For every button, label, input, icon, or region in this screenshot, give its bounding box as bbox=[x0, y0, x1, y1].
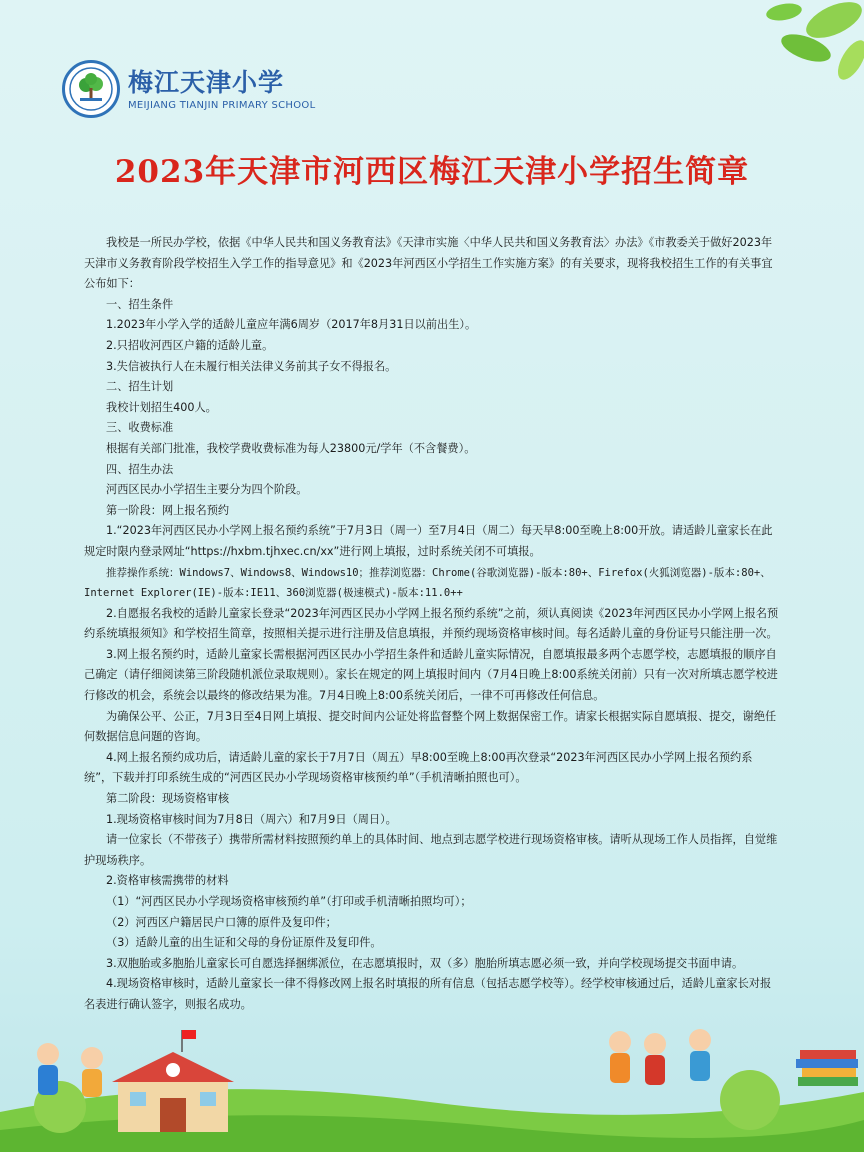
page-title: 2023年天津市河西区梅江天津小学招生简章 bbox=[114, 154, 750, 190]
tree-icon bbox=[68, 66, 114, 112]
paragraph: 我校计划招生400人。 bbox=[106, 400, 217, 414]
school-name-cn: 梅江天津小学 bbox=[128, 67, 285, 97]
paragraph: 2.只招收河西区户籍的适龄儿童。 bbox=[106, 338, 274, 352]
paragraph: （2）河西区户籍居民户口簿的原件及复印件； bbox=[106, 915, 337, 929]
paragraph: 3.双胞胎或多胞胎儿童家长可自愿选择捆绑派位，在志愿填报时，双（多）胞胎所填志愿必须一致，并向学校现场提交书面申请。 bbox=[106, 956, 744, 970]
paragraph: 1.“2023年河西区民办小学网上报名预约系统”于7月3日（周一）至7月4日（周二）每天早8:00至晚上8:00开放。请适龄儿童家长在此规定时限内登录网址“https://hxbm.tjhxec.cn/xx”进行网上填报，过时系统关闭不可填报。 bbox=[84, 524, 773, 558]
paragraph: 请一位家长（不带孩子）携带所需材料按照预约单上的具体时间、地点到志愿学校进行现场资格审核。请听从现场工作人员指挥，自觉维护现场秩序。 bbox=[84, 833, 778, 867]
school-name-en: MEIJIANG TIANJIN PRIMARY SCHOOL bbox=[128, 99, 316, 111]
paragraph: （1）“河西区民办小学现场资格审核预约单”（打印或手机清晰拍照均可）； bbox=[106, 895, 472, 908]
paragraph: 河西区民办小学招生主要分为四个阶段。 bbox=[106, 483, 308, 497]
paragraph: 3.网上报名预约时，适龄儿童家长需根据河西区民办小学招生条件和适龄儿童实际情况，自愿填报最多两个志愿学校，志愿填报的顺序自己确定（请仔细阅读第三阶段随机派位录取规则）。家长在规定的网上填报时间内（7月4日晚上8:00系统关闭前）只有一次对所填志愿学校进行修改的机会，系统会以最终的修改结果为准。7月4日晚上8:00系统关闭后，一律不可再修改任何信息。 bbox=[84, 647, 778, 703]
paragraph: 3.失信被执行人在未履行相关法律义务前其子女不得报名。 bbox=[106, 359, 397, 373]
paragraph: 4.网上报名预约成功后，请适龄儿童的家长于7月7日（周五）早8:00至晚上8:00再次登录“2023年河西区民办小学网上报名预约系统”，下载并打印系统生成的“河西区民办小学现场资格审核预约单”（手机清晰拍照也可）。 bbox=[84, 750, 753, 785]
announcement-body bbox=[84, 233, 780, 1016]
school-header bbox=[62, 60, 315, 118]
paragraph: 我校是一所民办学校，依据《中华人民共和国义务教育法》《天津市实施〈中华人民共和国义务教育法〉办法》《市教委关于做好2023年天津市义务教育阶段学校招生入学工作的指导意见》和《2023年河西区小学招生工作实施方案》的有关要求，现将我校招生工作的有关事宜公布如下： bbox=[84, 236, 773, 291]
paragraph: 根据有关部门批准，我校学费收费标准为每人23800元/学年（不含餐费）。 bbox=[106, 441, 476, 455]
paragraph: 1.现场资格审核时间为7月8日（周六）和7月9日（周日）。 bbox=[106, 812, 397, 826]
paragraph: 为确保公平、公正，7月3日至4日网上填报、提交时间内公证处将监督整个网上数据保密工作。请家长根据实际自愿填报、提交，谢绝任何数据信息问题的咨询。 bbox=[84, 709, 777, 744]
paragraph: （3）适龄儿童的出生证和父母的身份证原件及复印件。 bbox=[106, 936, 382, 950]
paragraph: 1.2023年小学入学的适龄儿童应年满6周岁（2017年8月31日以前出生）。 bbox=[106, 318, 477, 332]
school-scene-illustration bbox=[0, 1002, 864, 1152]
school-building-icon bbox=[112, 1030, 234, 1132]
paragraph: 2.资格审核需携带的材料 bbox=[106, 874, 229, 888]
paragraph: 推荐操作系统：Windows7、Windows8、Windows10；推荐浏览器：Chrome(谷歌浏览器)-版本:80+、Firefox(火狐浏览器)-版本:80+、Internet Explorer(IE)-版本:IE11、360浏览器(极速模式)-版本:11.0++ bbox=[84, 566, 771, 600]
section-heading: 二、招生计划 bbox=[106, 380, 174, 394]
leaves-decoration bbox=[714, 0, 864, 95]
stage-heading: 第二阶段：现场资格审核 bbox=[106, 792, 230, 806]
section-heading: 三、收费标准 bbox=[106, 421, 174, 435]
stage-heading: 第一阶段：网上报名预约 bbox=[106, 503, 230, 517]
books-stack-icon bbox=[796, 1050, 858, 1086]
section-heading: 一、招生条件 bbox=[106, 297, 174, 311]
section-heading: 四、招生办法 bbox=[106, 462, 174, 476]
paragraph: 2.自愿报名我校的适龄儿童家长登录“2023年河西区民办小学网上报名预约系统”之前，须认真阅读《2023年河西区民办小学网上报名预约系统填报须知》和学校招生简章，按照相关提示进行注册及信息填报，并预约现场资格审核时间。每名适龄儿童的身份证号只能注册一次。 bbox=[84, 606, 779, 641]
school-logo bbox=[62, 60, 120, 118]
paragraph: 4.现场资格审核时，适龄儿童家长一律不得修改网上报名时填报的所有信息（包括志愿学校等）。经学校审核通过后，适龄儿童家长对报名表进行确认签字，则报名成功。 bbox=[84, 977, 772, 1011]
